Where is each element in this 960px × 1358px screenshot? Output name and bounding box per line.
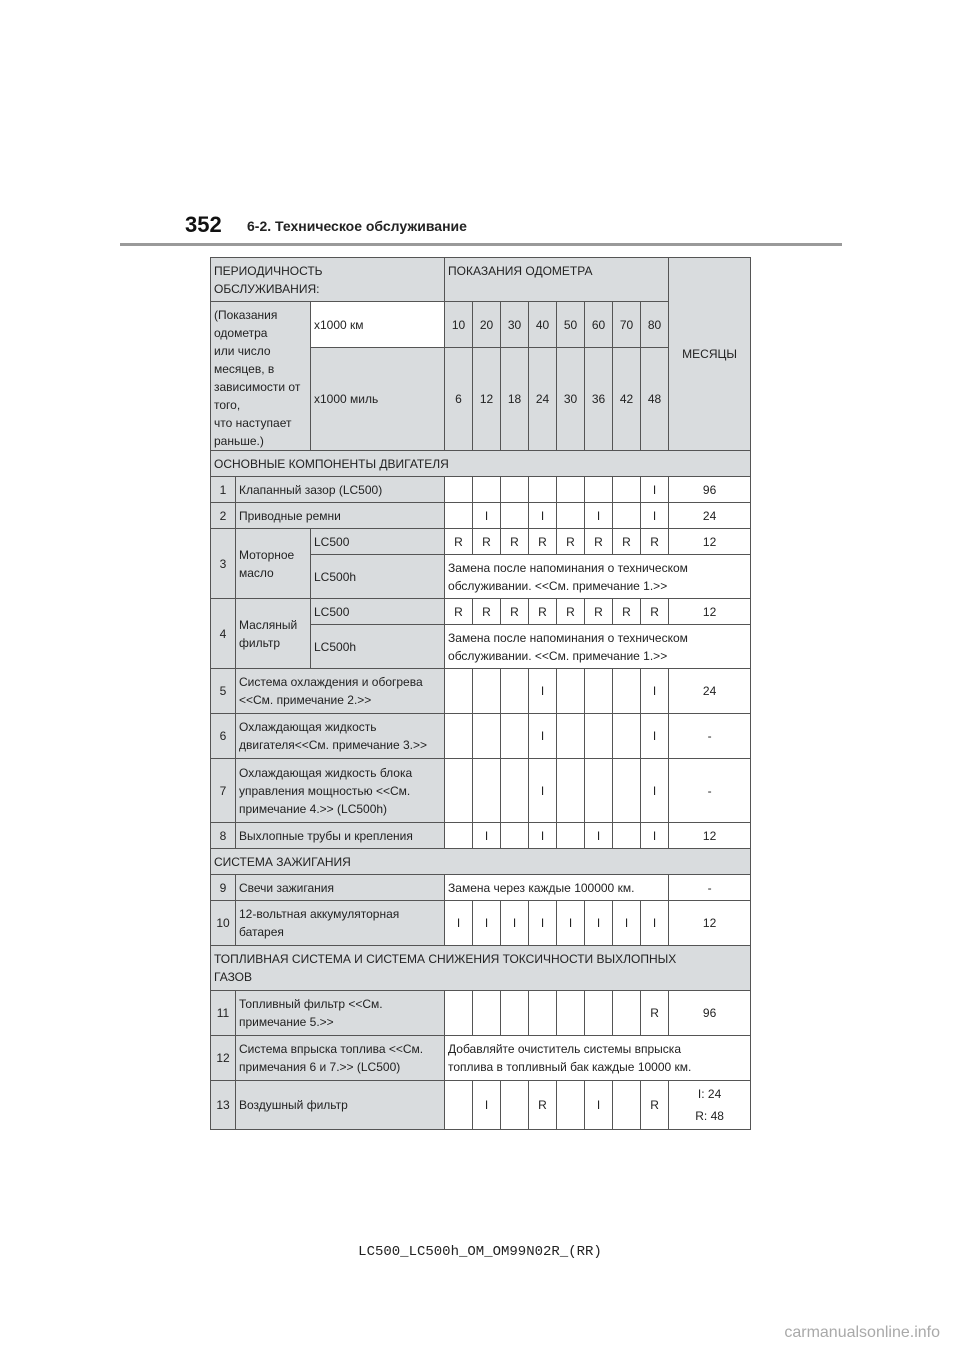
- schedule-cell: I: [529, 759, 557, 823]
- row-number: 11: [211, 991, 236, 1036]
- months-cell: 96: [669, 477, 751, 503]
- schedule-cell: I: [529, 669, 557, 714]
- section-row-ignition: [211, 849, 751, 875]
- miles-cell: 42: [613, 348, 641, 451]
- schedule-cell: I: [473, 901, 501, 946]
- row-subname: LC500h: [311, 555, 445, 599]
- months-cell: 24: [669, 503, 751, 529]
- schedule-cell: R: [585, 529, 613, 555]
- row-number: 1: [211, 477, 236, 503]
- schedule-cell: I: [473, 823, 501, 849]
- schedule-cell: R: [445, 599, 473, 625]
- miles-cell: 18: [501, 348, 529, 451]
- schedule-cell: I: [585, 901, 613, 946]
- row-subname: LC500: [311, 529, 445, 555]
- section-engine: ОСНОВНЫЕ КОМПОНЕНТЫ ДВИГАТЕЛЯ: [211, 451, 751, 477]
- schedule-cell: R: [641, 991, 669, 1036]
- row-name: Масляный фильтр: [236, 599, 311, 669]
- row-number: 2: [211, 503, 236, 529]
- header-row: [211, 258, 751, 302]
- months-cell: 24: [669, 669, 751, 714]
- months-cell: -: [669, 875, 751, 901]
- months-cell: -: [669, 714, 751, 759]
- km-cell: 30: [501, 302, 529, 348]
- schedule-cell: I: [641, 503, 669, 529]
- row-number: 10: [211, 901, 236, 946]
- schedule-cell: I: [529, 823, 557, 849]
- table-row: [211, 875, 751, 901]
- schedule-cell: R: [613, 599, 641, 625]
- unit-km: x1000 км: [311, 302, 445, 348]
- schedule-cell: R: [641, 1081, 669, 1130]
- months-cell: 12: [669, 901, 751, 946]
- schedule-cell: R: [473, 599, 501, 625]
- watermark: carmanualsonline.info: [784, 1324, 940, 1341]
- schedule-cell: I: [557, 901, 585, 946]
- km-cell: 20: [473, 302, 501, 348]
- schedule-cell: I: [529, 714, 557, 759]
- row-name: 12-вольтная аккумуляторная батарея: [236, 901, 445, 946]
- row-subname: LC500: [311, 599, 445, 625]
- table-row: [211, 714, 751, 759]
- schedule-cell: R: [613, 529, 641, 555]
- schedule-cell: R: [641, 599, 669, 625]
- row-name: Воздушный фильтр: [236, 1081, 445, 1130]
- schedule-cell: R: [585, 599, 613, 625]
- table-row: [211, 599, 751, 625]
- schedule-cell: R: [501, 599, 529, 625]
- schedule-cell: R: [557, 529, 585, 555]
- miles-cell: 12: [473, 348, 501, 451]
- table-row: [211, 991, 751, 1036]
- schedule-cell: I: [641, 823, 669, 849]
- months-cell: I: 24 R: 48: [669, 1081, 751, 1130]
- schedule-cell: R: [557, 599, 585, 625]
- miles-cell: 6: [445, 348, 473, 451]
- row-number: 8: [211, 823, 236, 849]
- schedule-cell: R: [641, 529, 669, 555]
- schedule-cell: I: [529, 503, 557, 529]
- row-number: 3: [211, 529, 236, 599]
- schedule-cell: R: [501, 529, 529, 555]
- row-number: 9: [211, 875, 236, 901]
- schedule-cell: I: [585, 823, 613, 849]
- schedule-cell: R: [529, 599, 557, 625]
- miles-cell: 36: [585, 348, 613, 451]
- table-row: [211, 503, 751, 529]
- months-cell: 12: [669, 823, 751, 849]
- months-cell: 96: [669, 991, 751, 1036]
- schedule-cell: I: [501, 901, 529, 946]
- row-name: Топливный фильтр <<См. примечание 5.>>: [236, 991, 445, 1036]
- row-number: 12: [211, 1036, 236, 1081]
- row-name: Моторное масло: [236, 529, 311, 599]
- table-row: [211, 759, 751, 823]
- table-row: [211, 529, 751, 555]
- row-number: 5: [211, 669, 236, 714]
- table-row: [211, 1081, 751, 1130]
- row-name: Система впрыска топлива <<См. примечания 6 и 7.>> (LC500): [236, 1036, 445, 1081]
- row-subname: LC500h: [311, 625, 445, 669]
- table-row: [211, 823, 751, 849]
- row-number: 4: [211, 599, 236, 669]
- row-note: Добавляйте очиститель системы впрыска топлива в топливный бак каждые 10000 км.: [445, 1036, 751, 1081]
- row-name: Охлаждающая жидкость двигателя<<См. примечание 3.>>: [236, 714, 445, 759]
- schedule-cell: I: [585, 503, 613, 529]
- miles-cell: 48: [641, 348, 669, 451]
- header-note: (Показания одометра или число месяцев, в зависимости от того, что наступает раньше.): [211, 302, 311, 451]
- row-note: Замена после напоминания о техническом обслуживании. <<См. примечание 1.>>: [445, 625, 751, 669]
- schedule-cell: I: [641, 714, 669, 759]
- row-number: 13: [211, 1081, 236, 1130]
- table-row: [211, 1036, 751, 1081]
- schedule-cell: I: [445, 901, 473, 946]
- km-cell: 40: [529, 302, 557, 348]
- schedule-cell: I: [529, 901, 557, 946]
- months-cell: 12: [669, 599, 751, 625]
- schedule-cell: R: [529, 529, 557, 555]
- miles-cell: 30: [557, 348, 585, 451]
- schedule-cell: I: [641, 759, 669, 823]
- row-note: Замена через каждые 100000 км.: [445, 875, 669, 901]
- header-period: ПЕРИОДИЧНОСТЬ ОБСЛУЖИВАНИЯ:: [211, 258, 445, 302]
- table-row: [211, 477, 751, 503]
- row-name: Система охлаждения и обогрева <<См. примечание 2.>>: [236, 669, 445, 714]
- schedule-cell: I: [641, 669, 669, 714]
- km-cell: 70: [613, 302, 641, 348]
- schedule-cell: I: [641, 901, 669, 946]
- maintenance-schedule-table: [210, 257, 751, 1130]
- row-number: 6: [211, 714, 236, 759]
- km-cell: 60: [585, 302, 613, 348]
- row-name: Клапанный зазор (LC500): [236, 477, 445, 503]
- section-fuel: ТОПЛИВНАЯ СИСТЕМА И СИСТЕМА СНИЖЕНИЯ ТОКСИЧНОСТИ ВЫХЛОПНЫХ ГАЗОВ: [211, 946, 751, 991]
- schedule-cell: I: [473, 503, 501, 529]
- km-cell: 80: [641, 302, 669, 348]
- km-cell: 50: [557, 302, 585, 348]
- schedule-cell: I: [613, 901, 641, 946]
- row-name: Приводные ремни: [236, 503, 445, 529]
- section-title: 6-2. Техническое обслуживание: [247, 218, 467, 234]
- schedule-cell: R: [445, 529, 473, 555]
- miles-cell: 24: [529, 348, 557, 451]
- row-name: Выхлопные трубы и крепления: [236, 823, 445, 849]
- header-months: МЕСЯЦЫ: [669, 258, 751, 451]
- schedule-cell: I: [473, 1081, 501, 1130]
- schedule-cell: I: [585, 1081, 613, 1130]
- document-code: LC500_LC500h_OM_OM99N02R_(RR): [358, 1244, 602, 1260]
- row-name: Охлаждающая жидкость блока управления мощностью <<См. примечание 4.>> (LC500h): [236, 759, 445, 823]
- table-row: [211, 901, 751, 946]
- page-number: 352: [185, 212, 222, 237]
- table-row: [211, 669, 751, 714]
- row-note: Замена после напоминания о техническом обслуживании. <<См. примечание 1.>>: [445, 555, 751, 599]
- unit-miles: x1000 миль: [311, 348, 445, 451]
- section-ignition: СИСТЕМА ЗАЖИГАНИЯ: [211, 849, 751, 875]
- months-cell: -: [669, 759, 751, 823]
- months-cell: 12: [669, 529, 751, 555]
- header-rule: [120, 243, 842, 246]
- header-odometer: ПОКАЗАНИЯ ОДОМЕТРА: [445, 258, 669, 302]
- section-row-fuel: [211, 946, 751, 991]
- section-row-engine: [211, 451, 751, 477]
- schedule-cell: R: [529, 1081, 557, 1130]
- km-cell: 10: [445, 302, 473, 348]
- schedule-cell: I: [641, 477, 669, 503]
- row-number: 7: [211, 759, 236, 823]
- row-name: Свечи зажигания: [236, 875, 445, 901]
- schedule-cell: R: [473, 529, 501, 555]
